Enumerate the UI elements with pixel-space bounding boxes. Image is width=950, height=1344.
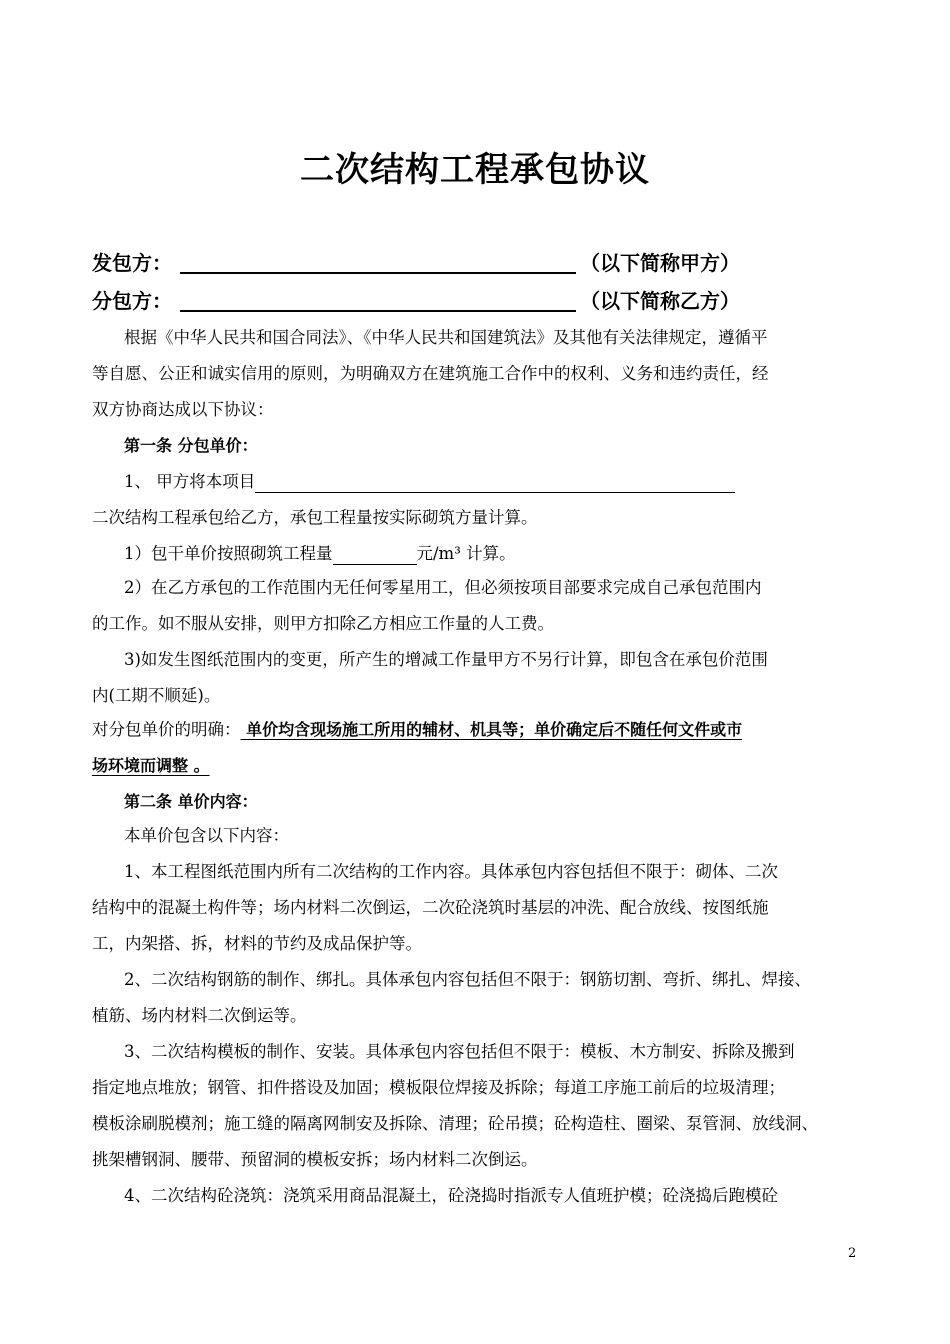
article2-c3-cont: 模板涂刷脱模剂；施工缝的隔离网制安及拆除、清理；砼吊摸；砼构造柱、圈梁、泵管洞、放线洞、	[92, 1114, 818, 1133]
project-name-blank	[255, 472, 735, 493]
article2-c3-cont: 挑架槽钢洞、腰带、预留洞的模板安拆；场内材料二次倒运。	[92, 1150, 538, 1169]
party-a-label: 发包方：	[92, 251, 172, 275]
clarify-text: 单价均含现场施工所用的辅材、机具等；单价确定后不随任何文件或市	[240, 720, 743, 739]
article1-p2-cont: 的工作。如不服从安排，则甲方扣除乙方相应工作量的人工费。	[92, 614, 554, 633]
party-b-note: （以下简称乙方）	[580, 289, 740, 313]
item1-prefix: 1、 甲方将本项目	[124, 472, 256, 491]
document-title: 二次结构工程承包协议	[300, 150, 650, 190]
article1-p1	[124, 536, 904, 572]
party-a-line	[92, 248, 740, 278]
article1-p3: 3)如发生图纸范围内的变更，所产生的增减工作量甲方不另行计算，即包含在承包价范围	[124, 650, 768, 669]
clarify-text-cont: 场环境而调整 。	[92, 756, 210, 775]
party-a-note: （以下简称甲方）	[580, 251, 740, 275]
article2-heading: 第二条 单价内容：	[124, 792, 258, 811]
article1-p2: 2）在乙方承包的工作范围内无任何零星用工，但必须按项目部要求完成自己承包范围内	[124, 578, 762, 597]
price-clarification	[92, 712, 872, 748]
article1-heading: 第一条 分包单价：	[124, 436, 258, 455]
price-clarification-cont	[92, 748, 872, 784]
unit-price-blank	[333, 544, 417, 565]
party-a-blank	[180, 250, 576, 274]
p1-prefix: 1）包干单价按照砌筑工程量	[124, 544, 333, 563]
p1-suffix: 元/m³ 计算。	[416, 544, 516, 563]
article2-c3: 3、二次结构模板的制作、安装。具体承包内容包括但不限于：模板、木方制安、拆除及搬到	[124, 1042, 795, 1061]
article2-c2-cont: 植筋、场内材料二次倒运等。	[92, 1006, 307, 1025]
article2-c2: 2、二次结构钢筋的制作、绑扎。具体承包内容包括但不限于：钢筋切割、弯折、绑扎、焊接、	[124, 970, 811, 989]
party-b-line	[92, 286, 740, 316]
preamble-line: 等自愿、公正和诚实信用的原则，为明确双方在建筑施工合作中的权利、义务和违约责任，经	[92, 364, 769, 383]
preamble-line: 根据《中华人民共和国合同法》、《中华人民共和国建筑法》及其他有关法律规定，遵循平	[124, 328, 768, 347]
article1-item1	[124, 464, 904, 500]
article2-c1: 1、本工程图纸范围内所有二次结构的工作内容。具体承包内容包括但不限于：砌体、二次	[124, 862, 778, 881]
article2-c1-cont: 结构中的混凝土构件等；场内材料二次倒运，二次砼浇筑时基层的冲洗、配合放线、按图纸施	[92, 898, 769, 917]
article2-c1-cont: 工，内架搭、拆，材料的节约及成品保护等。	[92, 934, 422, 953]
article2-c4: 4、二次结构砼浇筑：浇筑采用商品混凝土，砼浇捣时指派专人值班护模；砼浇捣后跑模砼	[124, 1186, 778, 1205]
clarify-prefix: 对分包单价的明确：	[92, 720, 241, 739]
article2-intro: 本单价包含以下内容：	[124, 826, 289, 845]
article2-c3-cont: 指定地点堆放；钢管、扣件搭设及加固；模板限位焊接及拆除；每道工序施工前后的垃圾清理；	[92, 1078, 785, 1097]
party-b-label: 分包方：	[92, 289, 172, 313]
page-number: 2	[848, 1246, 857, 1261]
article1-p3-cont: 内(工期不顺延)。	[92, 686, 221, 705]
preamble-line: 双方协商达成以下协议：	[92, 400, 274, 419]
article1-item1-cont: 二次结构工程承包给乙方，承包工程量按实际砌筑方量计算。	[92, 508, 538, 527]
party-b-blank	[180, 288, 576, 312]
